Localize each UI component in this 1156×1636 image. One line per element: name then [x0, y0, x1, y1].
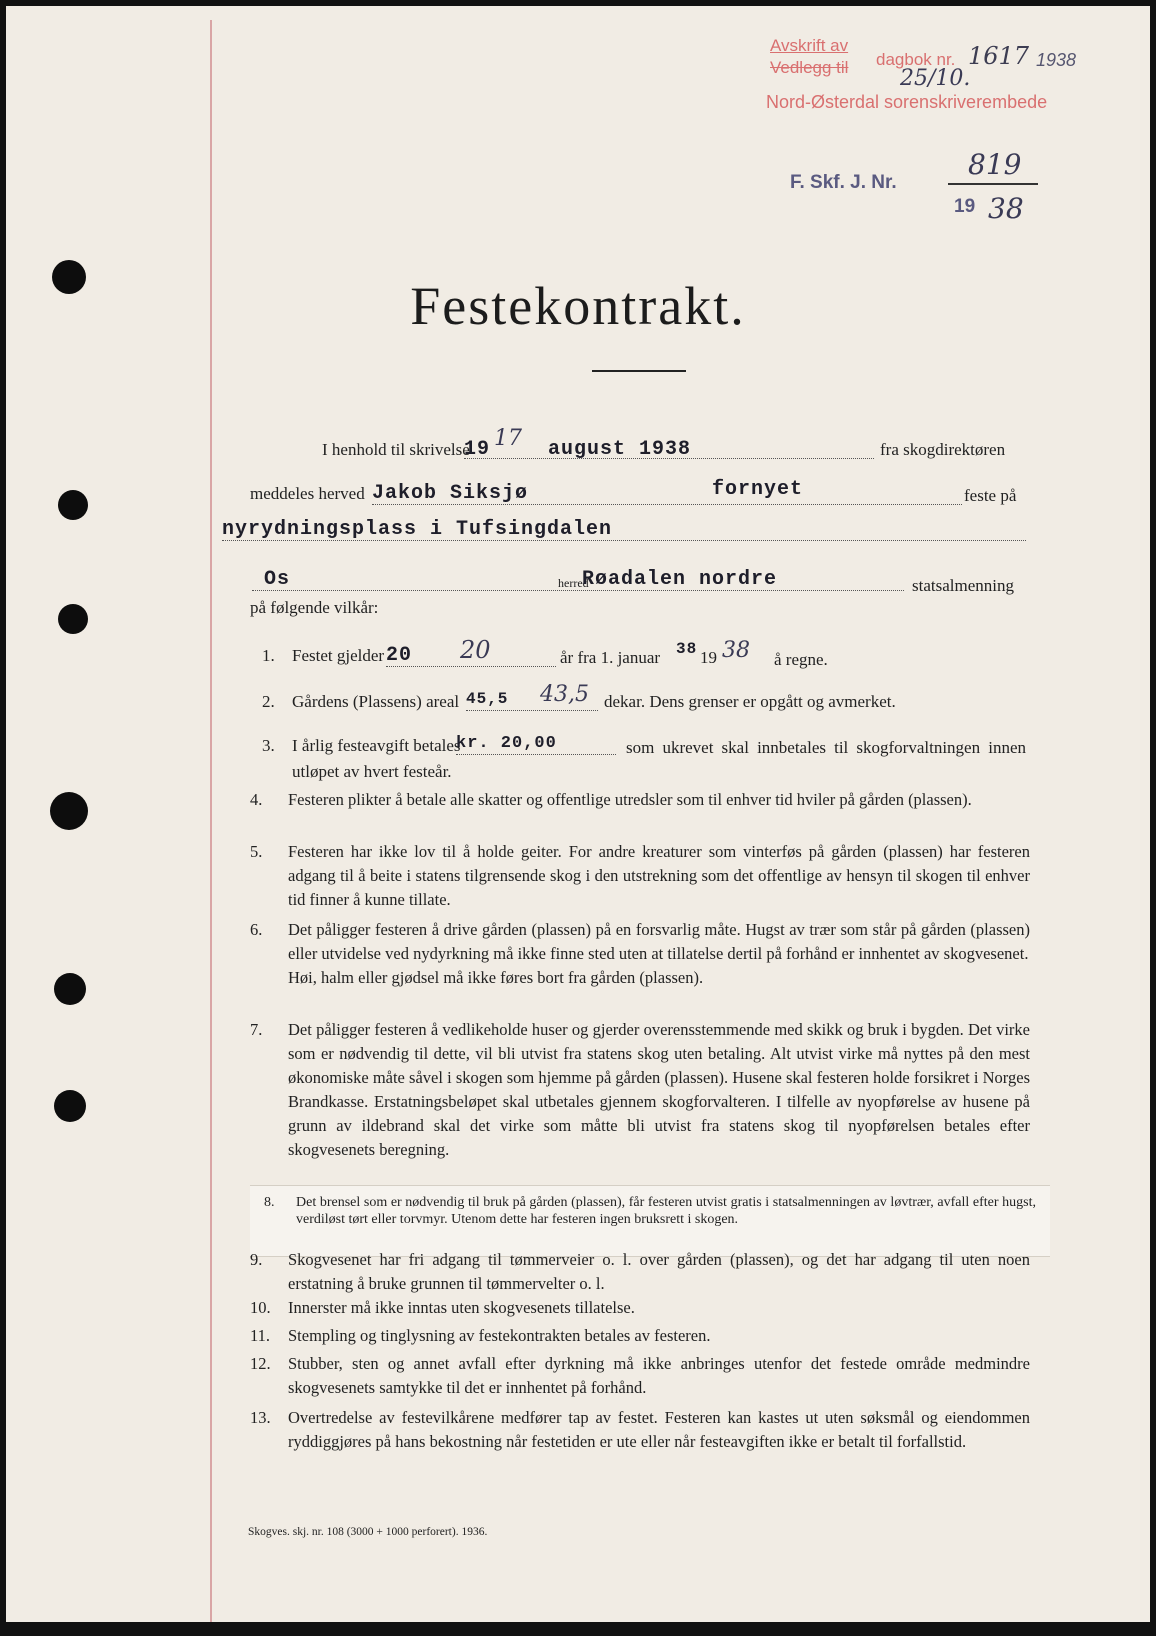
clause-6-text2: Høi, halm eller gjødsel må ikke føres bort fra gården (plassen).: [288, 968, 704, 987]
journal-label: F. Skf. J. Nr.: [790, 172, 897, 193]
clause-7-text: Det påligger festeren å vedlikeholde huser og gjerder overensstemmende med skikk og bruk i bygden. Det virke som er nødvendig til dette, vil bli utvist fra statens skog uten betaling. Alt utvist virke må nyttes på den mest økonomiske måte såvel i skogen som hjemme på gården (plassen). Husene skal festeren holde forsikret i Norges Brandkasse. Erstatningsbeløpet skal utbetales gjennem skogforvalteren. I tilfelle av nyopførelse av husene på grunn av ildebrand skal det virke som måtte bli utvist fra statens skog til nyopførelsen betales efter skogvesenets beregning.: [288, 1020, 1030, 1159]
line2-tail: feste på: [964, 486, 1017, 505]
clause-1-tail: å regne.: [774, 650, 828, 669]
line1-hand: 17: [494, 426, 522, 451]
clause-9-num: 9.: [250, 1250, 263, 1269]
line2-typed2: fornyet: [712, 478, 804, 501]
clause-11-text: Stempling og tinglysning av festekontrakten betales av festeren.: [288, 1326, 711, 1345]
clause-2-num: 2.: [262, 692, 275, 711]
line1-lead: I henhold til skrivelse: [322, 440, 470, 459]
dagbok-number: 1617: [968, 42, 1030, 70]
clause-2-hand: 43,5: [540, 682, 589, 707]
clause-10-text: Innerster må ikke inntas uten skogvesenets tillatelse.: [288, 1298, 635, 1317]
clause-1-typed: 20: [386, 644, 413, 667]
clause-5-text: Festeren har ikke lov til å holde geiter. For andre kreaturer som vinterføs på gården (plassen) har festeren adgang til å beite i statens tilgrensende skog i den utstrekning som det offentlige av hensyn til skogen til enhver tid finner å kunne tillate.: [288, 842, 1030, 909]
clause-5-num: 5.: [250, 842, 263, 861]
clause-2-text: Gårdens (Plassens) areal: [292, 692, 460, 711]
clause-12-text: Stubber, sten og annet avfall efter dyrkning må ikke anbringes utenfor det festede område medmindre skogvesenets samtykke til det er innhentet på forhånd.: [288, 1354, 1030, 1397]
clause-8-text: Det brensel som er nødvendig til bruk på gården (plassen), får festeren utvist gratis i statsalmenningen av løvtrær, avfall efter hugst, verdiløst tørt eller torvmyr. Utenom dette har festeren ingen bruksrett i skogen.: [296, 1195, 1036, 1227]
clause-13-text: Overtredelse av festevilkårene medfører tap av festet. Festeren kan kastes ut uten søksmål og eiendommen ryddiggjøres på hans bekostning når festetiden er ute eller når festeavgiften ikke er betalt til forfallstid.: [288, 1408, 1030, 1451]
clause-8-num: 8.: [264, 1195, 275, 1210]
line3-typed: nyrydningsplass i Tufsingdalen: [222, 518, 613, 541]
line4-typed2: Røadalen nordre: [582, 568, 778, 591]
clause-13-num: 13.: [250, 1408, 271, 1427]
line4-tail: statsalmenning: [912, 576, 1014, 595]
line4-typed: Os: [264, 568, 291, 591]
line1-typed: 19: [464, 438, 491, 461]
line4-herred: herred: [558, 576, 589, 590]
stamp-line-1: Avskrift av: [770, 36, 849, 55]
line2-lead: meddeles herved: [250, 484, 365, 503]
stamp-line-2: Vedlegg til: [770, 58, 849, 77]
clause-9-text: Skogvesenet har fri adgang til tømmerveier o. l. over gården (plassen), og det har adgang til uten noen erstatning å bruke grunnen til tømmervelter o. l.: [288, 1250, 1030, 1293]
clause-6-text: Det påligger festeren å drive gården (plassen) på en forsvarlig måte. Hugst av trær som står på gården (plassen) eller utvidelse ved nydyrkning må ikke finne sted uten at tillatelse dertil på forhånd er innhentet av skogvesenet.: [288, 920, 1030, 963]
line5: på følgende vilkår:: [250, 598, 379, 617]
clause-1-typed2: 38: [676, 640, 698, 658]
clause-1-mid: år fra 1. januar: [560, 648, 661, 667]
line1-typed2: august 1938: [548, 438, 692, 461]
journal-year-suffix: 38: [988, 192, 1024, 225]
clause-1-hand2: 38: [722, 638, 750, 663]
clause-6-num: 6.: [250, 920, 263, 939]
clause-2-typed: 45,5: [466, 690, 509, 708]
clause-12-num: 12.: [250, 1354, 271, 1373]
clause-1-text: Festet gjelder: [292, 646, 385, 665]
journal-no: 819: [968, 148, 1022, 181]
line1-tail: fra skogdirektøren: [880, 440, 1006, 459]
clause-3-text: I årlig festeavgift betales: [292, 736, 461, 755]
clause-1-hand: 20: [460, 636, 491, 664]
stamp-year: 1938: [1036, 50, 1077, 70]
stamp-line-3: dagbok nr.: [876, 50, 956, 69]
stamp-line-4: Nord-Østerdal sorenskriverembede: [766, 92, 1048, 112]
clause-3-tail: som ukrevet skal innbetales til skogforvaltningen innen utløpet av hvert festeår.: [292, 738, 1026, 781]
clause-10-num: 10.: [250, 1298, 271, 1317]
clause-1-num: 1.: [262, 646, 275, 665]
line2-typed: Jakob Siksjø: [372, 482, 529, 505]
clause-4-text: Festeren plikter å betale alle skatter og offentlige utredsler som til enhver tid hviler på gården (plassen).: [288, 790, 972, 809]
clause-3-typed: kr. 20,00: [456, 734, 557, 753]
journal-year-prefix: 19: [954, 196, 976, 217]
clause-4-num: 4.: [250, 790, 263, 809]
clause-1-year-pre: 19: [700, 648, 717, 667]
clause-2-tail: dekar. Dens grenser er opgått og avmerket.: [604, 692, 896, 711]
stamp-date: 25/10.: [900, 66, 971, 91]
clause-11-num: 11.: [250, 1326, 271, 1345]
clause-3-num: 3.: [262, 736, 275, 755]
clause-7-num: 7.: [250, 1020, 263, 1039]
page-title: Festekontrakt.: [410, 276, 746, 336]
form-footer: Skogves. skj. nr. 108 (3000 + 1000 perforert). 1936.: [248, 1526, 488, 1538]
